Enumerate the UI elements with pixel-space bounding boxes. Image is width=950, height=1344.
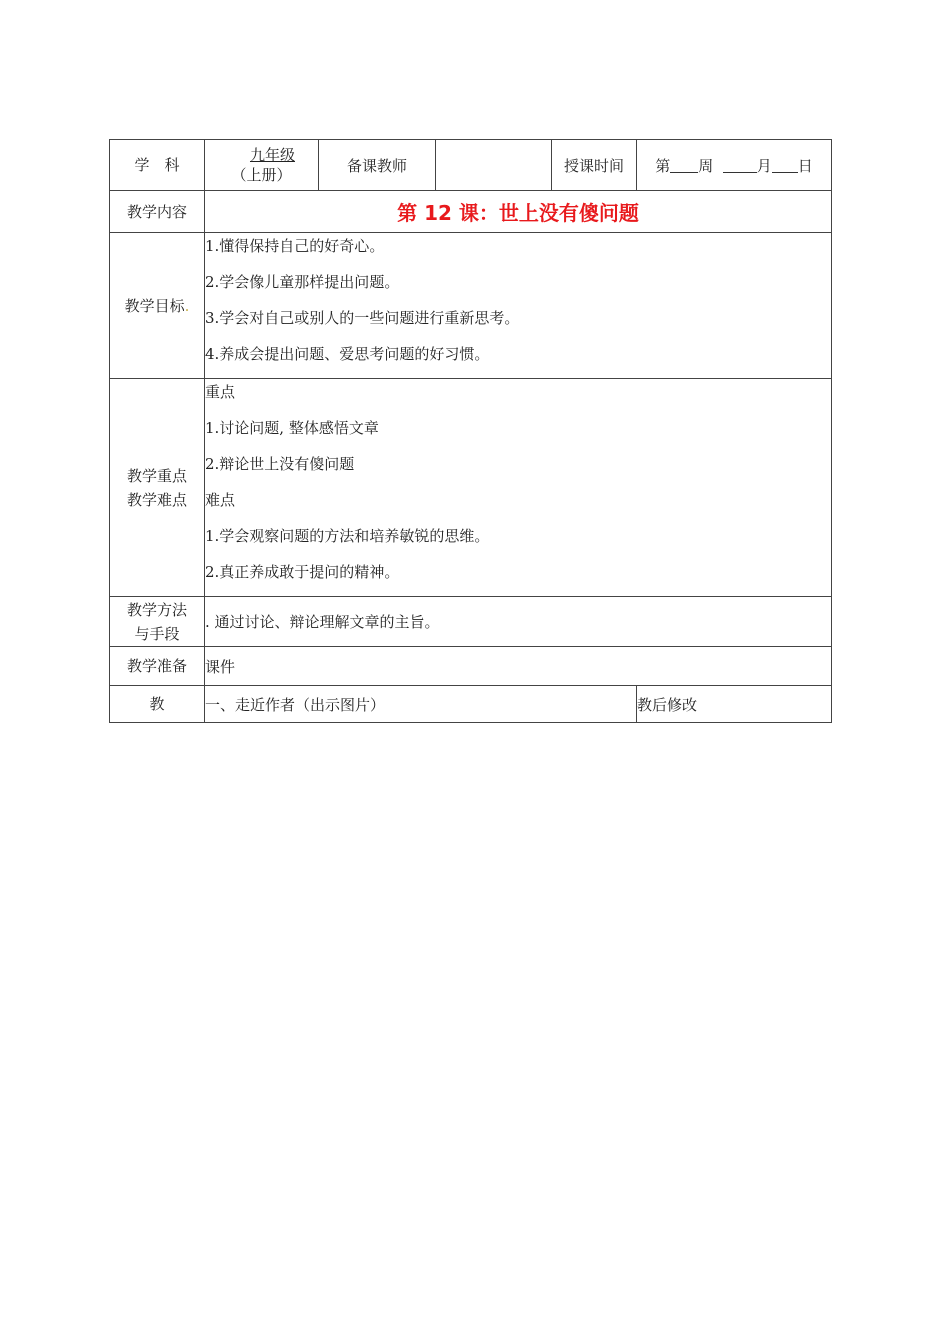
list-item: 2.真正养成敢于提问的精神。 <box>205 562 400 581</box>
method-text: . 通过讨论、辩论理解文章的主旨。 <box>205 597 832 647</box>
objectives-row <box>110 233 832 379</box>
teacher-name <box>436 140 552 191</box>
date-month: 月 <box>756 156 772 175</box>
prep-row <box>110 647 832 686</box>
revise-label: 教后修改 <box>637 686 832 723</box>
method-row <box>110 597 832 647</box>
process-row <box>110 686 832 723</box>
teacher-label: 备课教师 <box>319 140 436 191</box>
difficult-heading: 难点 <box>205 490 236 509</box>
keypoints-list <box>205 379 832 597</box>
objectives-label: 教学目标 <box>124 296 185 315</box>
prep-text: 课件 <box>205 647 832 686</box>
objectives-list <box>205 233 832 379</box>
difficulties-label: 教学难点 <box>126 490 187 509</box>
month-blank <box>723 158 757 173</box>
method-label-2: 与手段 <box>134 624 180 643</box>
date-week: 周 <box>698 156 714 175</box>
method-label: 教学方法 <box>126 600 187 619</box>
date-day: 日 <box>797 156 813 175</box>
keypoints-label: 教学重点 <box>126 466 187 485</box>
keypoints-row <box>110 379 832 597</box>
list-item: 3.学会对自己或别人的一些问题进行重新思考。 <box>205 308 520 327</box>
date-cell <box>637 140 832 191</box>
header-row <box>110 140 832 191</box>
list-item: 1.学会观察问题的方法和培养敏锐的思维。 <box>205 526 490 545</box>
process-label: 教 <box>110 686 205 723</box>
lesson-plan-table <box>109 139 832 723</box>
objectives-label-cell: 教学目标. <box>110 233 205 379</box>
volume-value: （上册） <box>231 166 292 184</box>
prep-label: 教学准备 <box>110 647 205 686</box>
list-item: 1.懂得保持自己的好奇心。 <box>205 236 385 255</box>
week-blank <box>670 158 698 173</box>
list-item: 2.学会像儿童那样提出问题。 <box>205 272 400 291</box>
date-week-prefix: 第 <box>655 156 671 175</box>
list-item: 2.辩论世上没有傻问题 <box>205 454 355 473</box>
lesson-title: 第 12 课：世上没有傻问题 <box>205 191 832 233</box>
subject-label: 学 科 <box>110 140 205 191</box>
content-label: 教学内容 <box>110 191 205 233</box>
content-row <box>110 191 832 233</box>
key-heading: 重点 <box>205 382 236 401</box>
list-item: 4.养成会提出问题、爱思考问题的好习惯。 <box>205 344 490 363</box>
grade-value: 九年级 <box>249 146 295 164</box>
grade-cell <box>205 140 319 191</box>
method-label-cell <box>110 597 205 647</box>
list-item: 1.讨论问题, 整体感悟文章 <box>205 418 379 437</box>
process-text: 一、走近作者（出示图片） <box>205 686 637 723</box>
day-blank <box>772 158 798 173</box>
time-label: 授课时间 <box>552 140 637 191</box>
keypoints-label-cell <box>110 379 205 597</box>
